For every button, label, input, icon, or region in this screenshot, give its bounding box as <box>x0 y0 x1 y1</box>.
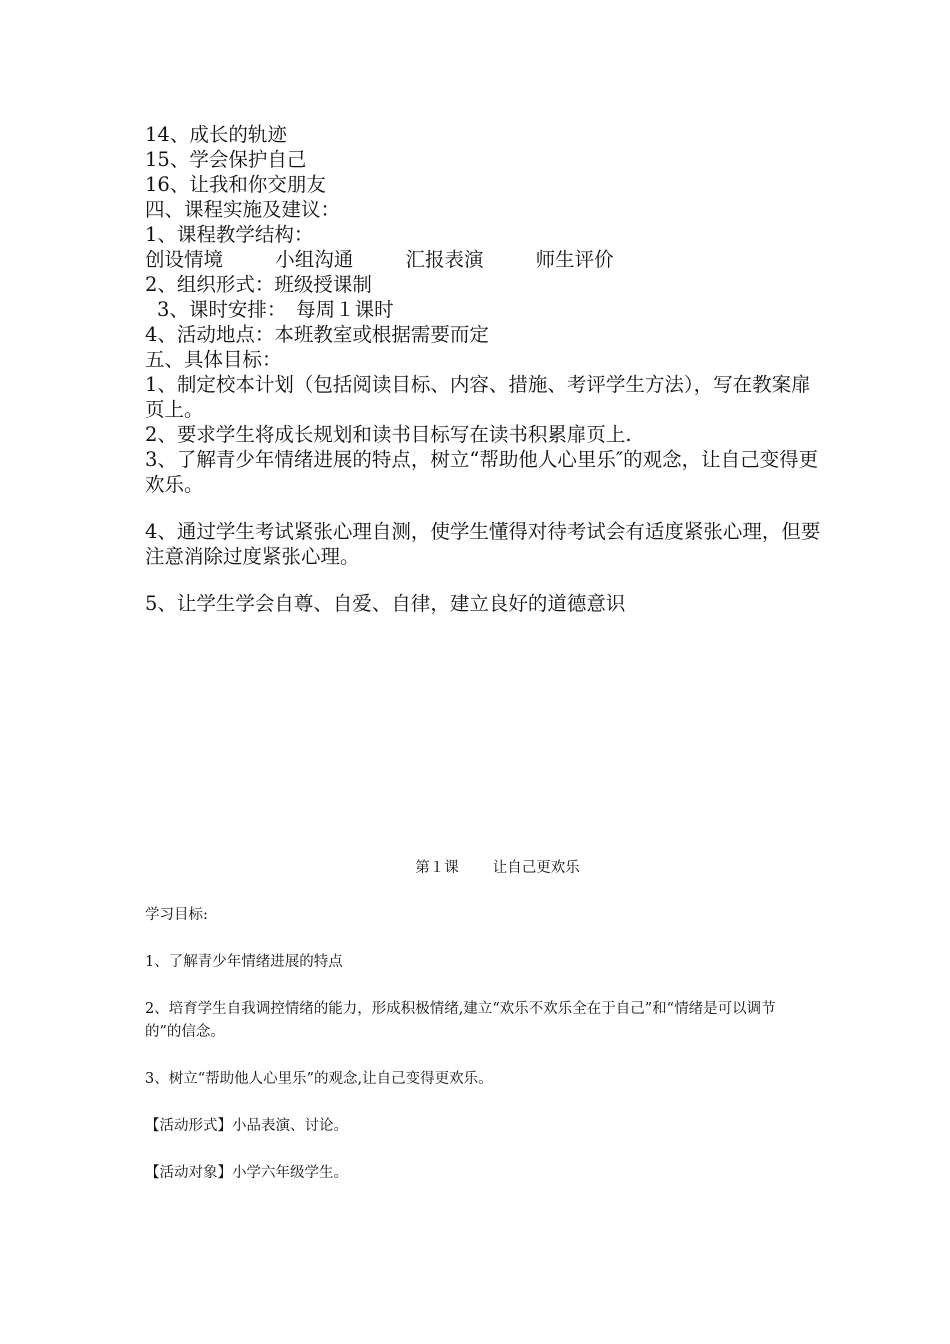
lesson-title <box>145 857 810 880</box>
structure-heading: 1、课程教学结构： <box>145 223 314 246</box>
goal-item: 1、制定校本计划（包括阅读目标、内容、措施、考评学生方法），写在教案扉页上。 <box>145 373 811 421</box>
outline-item: 16、让我和你交朋友 <box>145 173 326 196</box>
teaching-structure-steps <box>145 247 825 272</box>
objective-item: 3、树立“帮助他人心里乐”的观念,让自己变得更欢乐。 <box>145 1071 493 1087</box>
organization-form: 2、组织形式：班级授课制 <box>145 273 372 296</box>
lesson-plan <box>145 857 810 1209</box>
lesson-name: 让自己更欢乐 <box>492 860 580 876</box>
outline-item: 14、成长的轨迹 <box>145 123 287 146</box>
activity-target: 【活动对象】小学六年级学生。 <box>145 1165 348 1181</box>
activity-form: 【活动形式】小品表演、讨论。 <box>145 1118 348 1134</box>
objective-item: 2、培育学生自我调控情绪的能力，形成积极情绪,建立“欢乐不欢乐全在于自己”和“情绪是可以调节的”的信念。 <box>145 1001 776 1040</box>
section-heading: 五、具体目标： <box>145 348 282 371</box>
structure-step: 汇报表演 <box>405 248 484 271</box>
spacer <box>145 569 825 591</box>
structure-step: 小组沟通 <box>275 248 354 271</box>
objective-item: 1、了解青少年情绪进展的特点 <box>145 954 343 970</box>
structure-step: 创设情境 <box>145 248 224 271</box>
curriculum-outline <box>145 122 825 616</box>
spacer <box>145 497 825 519</box>
outline-item: 15、学会保护自己 <box>145 148 307 171</box>
objectives-label: 学习目标: <box>145 907 208 923</box>
class-schedule: 3、课时安排： 每周１课时 <box>157 298 394 321</box>
goal-item: 4、通过学生考试紧张心理自测，使学生懂得对待考试会有适度紧张心理，但要注意消除过度紧张心理。 <box>145 520 821 568</box>
goal-item: 5、让学生学会自尊、自爱、自律，建立良好的道德意识 <box>145 592 626 615</box>
section-heading: 四、课程实施及建议： <box>145 198 341 221</box>
goal-item: 2、要求学生将成长规划和读书目标写在读书积累扉页上. <box>145 423 632 446</box>
activity-location: 4、活动地点：本班教室或根据需要而定 <box>145 323 489 346</box>
lesson-number: 第１课 <box>415 860 459 876</box>
goal-item: 3、了解青少年情绪进展的特点，树立“帮助他人心里乐″的观念，让自己变得更欢乐。 <box>145 448 819 496</box>
structure-step: 师生评价 <box>535 248 614 271</box>
